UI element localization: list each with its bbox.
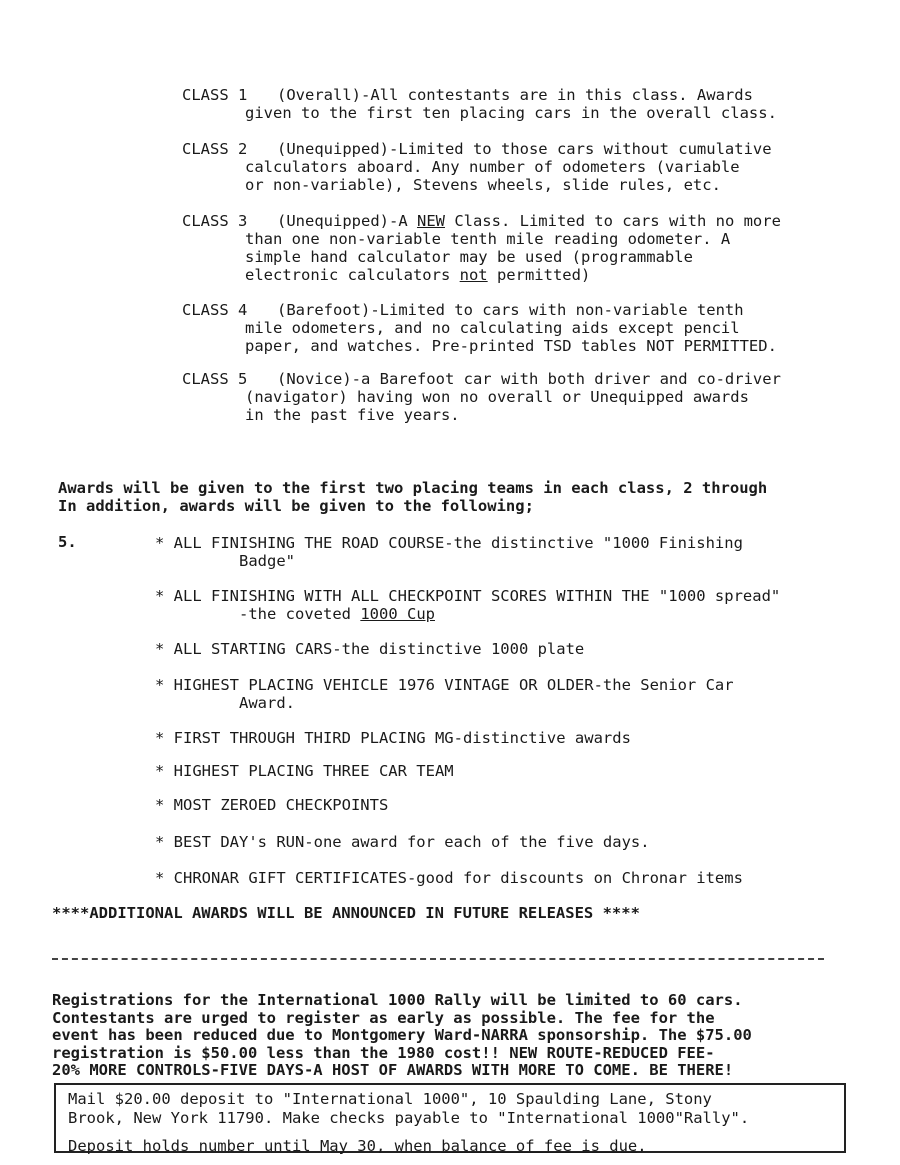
class-2-text-cont: or non-variable), Stevens wheels, slide rules, etc. (245, 176, 721, 194)
class-3-text: (Unequipped)-A (277, 212, 417, 230)
deposit-info-box (54, 1083, 846, 1153)
class-3-text: Class. Limited to cars with no more (444, 212, 781, 230)
award-item-mg (155, 729, 890, 747)
deposit-line: Brook, New York 11790. Make checks payable to "International 1000"Rally". (68, 1109, 750, 1127)
class-5-block (182, 370, 872, 424)
class-3-not-word: not (459, 266, 488, 284)
award-item-text-cont: -the coveted (239, 605, 361, 623)
class-3-heading: CLASS 3 (182, 212, 248, 230)
balance-due-phrase: balance of fee is due (441, 1137, 638, 1155)
award-item-text: * MOST ZEROED CHECKPOINTS (155, 796, 389, 814)
class-1-block (182, 86, 872, 122)
registration-line: registration is $50.00 less than the 1980 cost!! NEW ROUTE-REDUCED FEE- (52, 1043, 715, 1062)
award-item-text-cont: Award. (239, 694, 295, 712)
awards-line: Awards will be given to the first two placing teams in each class, 2 through (58, 479, 768, 497)
registration-line: 20% MORE CONTROLS-FIVE DAYS-A HOST OF AWARDS WITH MORE TO COME. BE THERE! (52, 1061, 734, 1079)
class-4-heading: CLASS 4 (182, 301, 248, 319)
class-3-block (182, 212, 872, 284)
award-item-text: * ALL STARTING CARS-the distinctive 1000 plate (155, 640, 585, 658)
class-2-text-cont: calculators aboard. Any number of odometers (variable (245, 158, 740, 176)
award-item-1000-plate (155, 640, 890, 658)
class-3-text-cont: electronic calculators (245, 266, 460, 284)
award-item-text: * FIRST THROUGH THIRD PLACING MG-distinctive awards (155, 729, 631, 747)
class-1-text-cont: given to the first ten placing cars in the overall class. (245, 104, 777, 122)
class-4-block (182, 301, 872, 355)
class-3-text-cont: simple hand calculator may be used (programmable (245, 248, 693, 266)
award-item-best-days-run (155, 833, 890, 851)
registration-line: event has been reduced due to Montgomery Ward-NARRA sponsorship. The $75.00 (52, 1026, 752, 1044)
award-item-senior-car (155, 676, 890, 712)
award-item-zeroed-checkpoints (155, 796, 890, 814)
award-item-text: * HIGHEST PLACING VEHICLE 1976 VINTAGE OR OLDER-the Senior Car (155, 676, 734, 694)
dashed-divider (52, 958, 824, 960)
awards-line: 5. (58, 533, 77, 551)
class-5-text: (Novice)-a Barefoot car with both driver and co-driver (277, 370, 781, 388)
award-item-three-car-team (155, 762, 890, 780)
award-1000-cup-label: 1000 Cup (360, 605, 435, 623)
additional-awards-notice: ****ADDITIONAL AWARDS WILL BE ANNOUNCED IN FUTURE RELEASES **** (52, 904, 640, 922)
class-5-heading: CLASS 5 (182, 370, 248, 388)
class-2-heading: CLASS 2 (182, 140, 248, 158)
deposit-line: Mail $20.00 deposit to "International 1000", 10 Spaulding Lane, Stony (68, 1090, 712, 1108)
class-3-text-cont: permitted) (487, 266, 591, 284)
award-item-text: * ALL FINISHING THE ROAD COURSE-the distinctive "1000 Finishing (155, 534, 743, 552)
registration-line: Registrations for the International 1000 Rally will be limited to 60 cars. (52, 991, 743, 1009)
class-5-text-cont: in the past five years. (245, 406, 460, 424)
award-item-text: * BEST DAY's RUN-one award for each of the five days. (155, 833, 650, 851)
class-3-new-word: NEW (416, 212, 445, 230)
award-item-finishing-badge (155, 534, 890, 570)
award-item-text: * HIGHEST PLACING THREE CAR TEAM (155, 762, 454, 780)
class-3-text-cont: than one non-variable tenth mile reading odometer. A (245, 230, 731, 248)
class-5-text-cont: (navigator) having won no overall or Unequipped awards (245, 388, 749, 406)
award-item-text: * ALL FINISHING WITH ALL CHECKPOINT SCORES WITHIN THE "1000 spread" (155, 587, 781, 605)
class-4-text-cont: paper, and watches. Pre-printed TSD tables NOT PERMITTED. (245, 337, 777, 355)
award-item-text-cont: Badge" (239, 552, 295, 570)
box-spacer (68, 1128, 832, 1137)
registration-paragraph (52, 992, 882, 1080)
registration-line: Contestants are urged to register as early as possible. The fee for the (52, 1008, 715, 1027)
class-4-text: (Barefoot)-Limited to cars with non-variable tenth (277, 301, 744, 319)
deposit-line-end: . (637, 1137, 647, 1155)
deposit-line: Deposit holds number until May 30, when (68, 1137, 442, 1155)
class-2-block (182, 140, 872, 194)
award-item-text: * CHRONAR GIFT CERTIFICATES-good for discounts on Chronar items (155, 869, 743, 887)
in-addition-line: In addition, awards will be given to the following; (58, 497, 534, 515)
class-4-text-cont: mile odometers, and no calculating aids except pencil (245, 319, 740, 337)
class-1-text: (Overall)-All contestants are in this class. Awards (277, 86, 753, 104)
class-2-text: (Unequipped)-Limited to those cars without cumulative (277, 140, 772, 158)
award-item-chronar-certificates (155, 869, 890, 887)
class-1-heading: CLASS 1 (182, 86, 248, 104)
award-item-1000-cup (155, 587, 890, 623)
